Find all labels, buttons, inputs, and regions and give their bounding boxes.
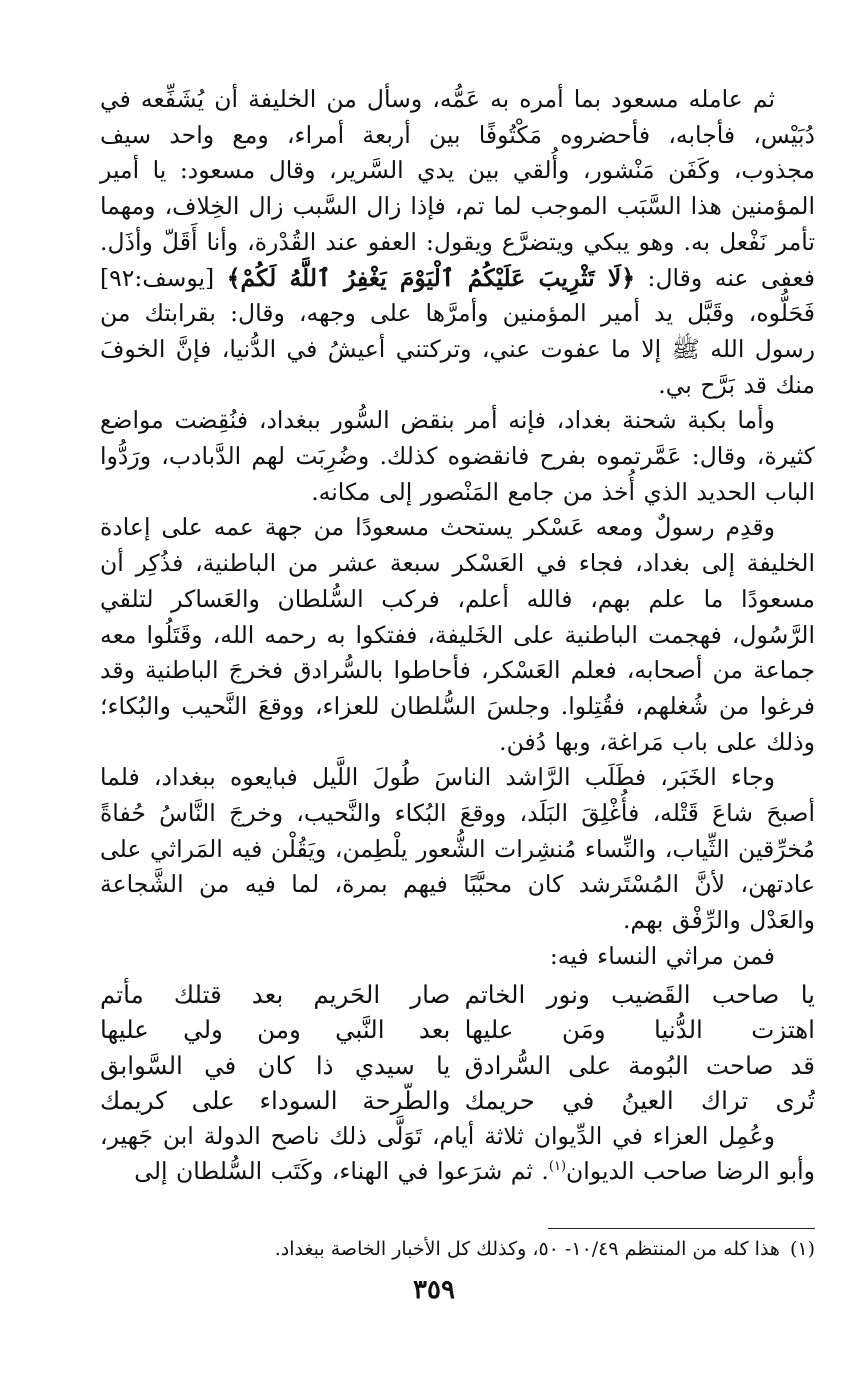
poem-second-hemistich: صار الحَريم بعد قتلك مأتم — [100, 979, 451, 1009]
poem-second-hemistich: والطَّرحة السوداء على كريمك — [100, 1086, 451, 1116]
poem-first-hemistich: تُرى تراك العينُ في حريمك — [464, 1086, 815, 1116]
quran-verse: ﴿لَا تَثْرِيبَ عَلَيْكُمُ ٱلْيَوْمَ يَغْفِرُ ٱللَّهُ لَكُمْ﴾ — [226, 263, 636, 292]
footnote-separator — [548, 1228, 815, 1229]
paragraph-6 — [100, 1119, 815, 1190]
poem-first-hemistich: قد صاحت البُومة على السُّرادق — [464, 1050, 815, 1080]
paragraph-1-rest: [يوسف:٩٢] فَحَلُّوه، وقَبَّل يد أمير المؤمنين وأمرَّها على وجهه، وقال: بقرابتك من رسول الله ﷺ إلا ما عفوت عني، وتركتني أعيشُ في الدُّنيا، فإنَّ الخوفَ منك قد بَرَّح بي. — [100, 263, 815, 399]
main-text-block — [100, 82, 815, 1190]
footnote-text: هذا كله من المنتظم ١٠/٤٩- ٥٠، وكذلك كل الأخبار الخاصة ببغداد. — [274, 1238, 780, 1260]
poem-first-hemistich: اهتزت الدُّنيا ومَن عليها — [464, 1015, 815, 1045]
poem-verse — [100, 977, 815, 1013]
poem-verse — [100, 1048, 815, 1084]
page-number: ٣٥٩ — [413, 1275, 455, 1305]
paragraph-1 — [100, 82, 815, 403]
paragraph-3: وقدِم رسولٌ ومعه عَسْكر يستحث مسعودًا من جهة عمه على إعادة الخليفة إلى بغداد، فجاء في العَسْكر سبعة عشر من الباطنية، فذُكِر أن مسعودًا ما علم بهم، فالله أعلم، فركب السُّلطان والعَساكر لتلقي الرَّسُول، فهجمت الباطنية على الخَليفة، ففتكوا به رحمه الله، وقَتَلُوا معه جماعة من أصحابه، فعلم العَسْكر، فأحاطوا بالسُّرادق فخرجَ الباطنية وقد فرغوا من شُغلهم، فقُتِلوا. وجلسَ السُّلطان للعزاء، ووقعَ النَّحيب والبُكاء؛ وذلك على باب مَراغة، وبها دُفن. — [100, 513, 815, 756]
poem-second-hemistich: يا سيدي ذا كان في السَّوابق — [100, 1050, 451, 1080]
paragraph-6-text: وعُمِل العزاء في الدِّيوان ثلاثة أيام، تَوَلَّى ذلك ناصح الدولة ابن جَهير، وأبو الرضا صاحب الديوان — [100, 1121, 815, 1186]
paragraph-2: وأما بكبة شحنة بغداد، فإنه أمر بنقض السُّور ببغداد، فنُقِضت مواضع كثيرة، وقال: عَمَّرتموه بفرح فانقضوه كذلك. وضُرِبَت لهم الدَّبادب، ورَدُّوا الباب الحديد الذي أُخذ من جامع المَنْصور إلى مكانه. — [100, 406, 815, 506]
footnote — [100, 1234, 815, 1264]
paragraph-5: فمن مراثي النساء فيه: — [549, 941, 775, 970]
footnote-marker: (١) — [789, 1238, 815, 1260]
paragraph-4: وجاء الخَبَر، فطَلَب الرَّاشد الناسَ طُولَ اللَّيل فبايعوه ببغداد، فلما أصبحَ شاعَ قَتْله، فأُغْلِقَ البَلَد، ووقعَ البُكاء والنَّحيب، وخرجَ النَّاسُ حُفاةً مُخرِّقين الثِّياب، والنِّساء مُنشِرات الشُّعور يلْطِمن، ويَقُلْن فيه المَراثي على عادتهن، لأنَّ المُسْتَرشد كان محبَّبًا فيهم بمرة، لما فيه من الشَّجاعة والعَدْل والرِّفْق بهم. — [100, 763, 815, 935]
poem-verse — [100, 1012, 815, 1048]
poem-second-hemistich: بعد النَّبي ومن ولي عليها — [100, 1015, 451, 1045]
footnote-reference: (١) — [548, 1159, 567, 1175]
paragraph-6-rest: . ثم شرَعوا في الهناء، وكَتَب السُّلطان إلى — [134, 1157, 549, 1186]
poem-first-hemistich: يا صاحب القَضيب ونور الخاتم — [464, 979, 815, 1009]
poem — [100, 977, 815, 1119]
paragraph-1-text: ثم عامله مسعود بما أمره به عَمُّه، وسأل من الخليفة أن يُشَفِّعه في دُبَيْس، فأجابه، فأحضروه مَكْتُوفًا بين أربعة أمراء، ومع واحد سيف مجذوب، وكَفَن مَنْشور، وأُلقي بين يدي السَّرير، وقال مسعود: يا أمير المؤمنين هذا السَّبَب الموجب لما تم، فإذا زال السَّبب زال الخِلاف، ومهما تأمر نَفْعل به. وهو يبكي ويتضرَّع ويقول: العفو عند القُدْرة، وأنا أَقَلّ وأذَل. فعفى عنه وقال: — [100, 85, 815, 292]
poem-verse — [100, 1083, 815, 1119]
